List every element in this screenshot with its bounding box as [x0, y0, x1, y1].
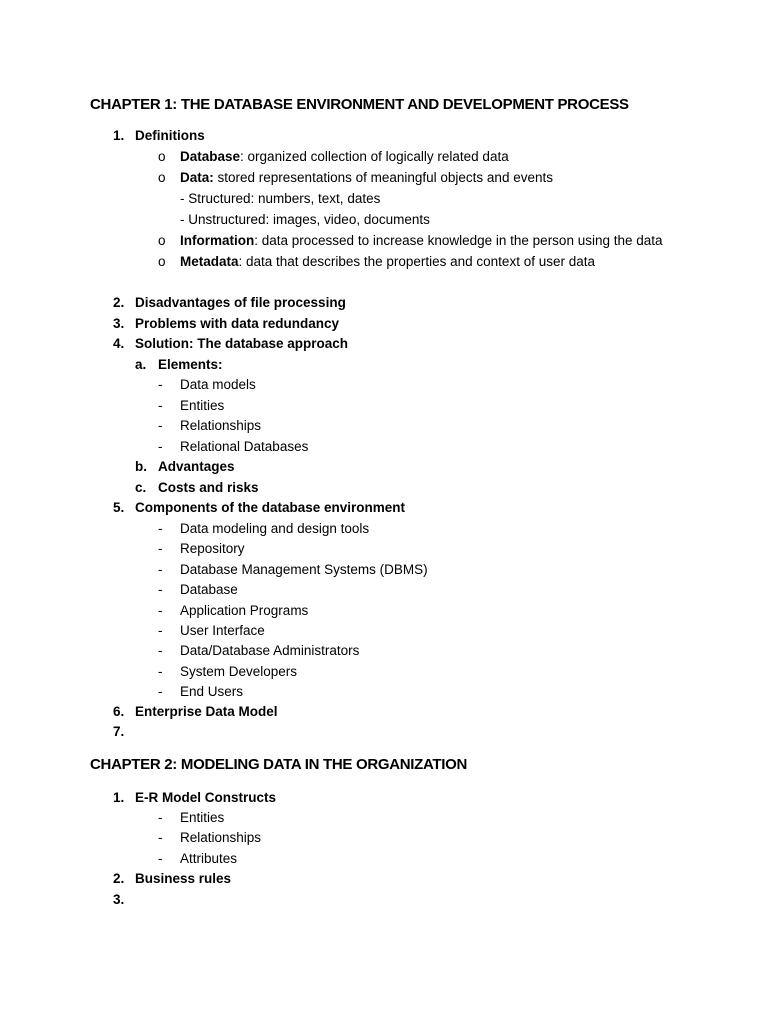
list-item: Entities — [180, 398, 225, 413]
definitions-heading: Definitions — [135, 128, 205, 143]
bullet-o: o — [158, 170, 166, 185]
list-item-heading: Business rules — [135, 871, 232, 886]
list-number: 3. — [113, 892, 125, 907]
list-number: 4. — [113, 336, 125, 351]
dash-bullet: - — [158, 541, 163, 556]
dash-bullet: - — [158, 562, 163, 577]
description: : data that describes the properties and context of user data — [238, 254, 595, 269]
list-item-heading: Components of the database environment — [135, 500, 406, 515]
list-number: 5. — [113, 500, 125, 515]
list-number: 2. — [113, 871, 125, 886]
definition-information — [180, 232, 663, 250]
dash-bullet: - — [158, 582, 163, 597]
list-item: Relational Databases — [180, 439, 309, 454]
dash-bullet: - — [158, 521, 163, 536]
definition-metadata — [180, 253, 595, 271]
dash-bullet: - — [158, 643, 163, 658]
list-item-heading: Problems with data redundancy — [135, 316, 340, 331]
list-item: Database — [180, 582, 238, 597]
list-item: Data modeling and design tools — [180, 521, 370, 536]
chapter-2-title: CHAPTER 2: MODELING DATA IN THE ORGANIZATION — [90, 756, 468, 773]
dash-bullet: - — [158, 439, 163, 454]
sublist-heading: Advantages — [158, 459, 235, 474]
definition-data — [180, 169, 553, 187]
dash-bullet: - — [158, 810, 163, 825]
list-item-heading: E-R Model Constructs — [135, 790, 277, 805]
list-item: Database Management Systems (DBMS) — [180, 562, 428, 577]
sublist-heading: Elements: — [158, 357, 223, 372]
list-number: 1. — [113, 790, 125, 805]
term: Metadata — [180, 254, 239, 269]
list-item: Attributes — [180, 851, 238, 866]
list-item-heading: Enterprise Data Model — [135, 704, 278, 719]
list-number: 3. — [113, 316, 125, 331]
list-item: End Users — [180, 684, 244, 699]
list-number: 2. — [113, 295, 125, 310]
list-item: Data models — [180, 377, 256, 392]
term: Information — [180, 233, 255, 248]
dash-bullet: - — [158, 398, 163, 413]
dash-bullet: - — [158, 603, 163, 618]
list-item: User Interface — [180, 623, 265, 638]
sublist-letter: c. — [135, 480, 147, 495]
list-item: Relationships — [180, 830, 262, 845]
bullet-o: o — [158, 149, 166, 164]
list-number: 1. — [113, 128, 125, 143]
description: : organized collection of logically related data — [240, 149, 509, 164]
definition-database — [180, 148, 509, 166]
data-subitem: - Unstructured: images, video, documents — [180, 212, 430, 227]
description: stored representations of meaningful objects and events — [213, 170, 553, 185]
list-item: Application Programs — [180, 603, 309, 618]
dash-bullet: - — [158, 377, 163, 392]
list-number: 7. — [113, 724, 125, 739]
dash-bullet: - — [158, 664, 163, 679]
sublist-heading: Costs and risks — [158, 480, 259, 495]
list-number: 6. — [113, 704, 125, 719]
dash-bullet: - — [158, 418, 163, 433]
list-item: System Developers — [180, 664, 298, 679]
bullet-o: o — [158, 254, 166, 269]
chapter-1-title: CHAPTER 1: THE DATABASE ENVIRONMENT AND DEVELOPMENT PROCESS — [90, 96, 629, 113]
description: : data processed to increase knowledge in the person using the data — [254, 233, 663, 248]
sublist-letter: b. — [135, 459, 147, 474]
list-item: Relationships — [180, 418, 262, 433]
list-item: Repository — [180, 541, 245, 556]
list-item: Data/Database Administrators — [180, 643, 360, 658]
term: Data: — [180, 170, 214, 185]
dash-bullet: - — [158, 851, 163, 866]
dash-bullet: - — [158, 830, 163, 845]
list-item-heading: Disadvantages of file processing — [135, 295, 346, 310]
sublist-letter: a. — [135, 357, 147, 372]
dash-bullet: - — [158, 684, 163, 699]
data-subitem: - Structured: numbers, text, dates — [180, 191, 381, 206]
dash-bullet: - — [158, 623, 163, 638]
list-item: Entities — [180, 810, 225, 825]
list-item-heading: Solution: The database approach — [135, 336, 349, 351]
term: Database — [180, 149, 241, 164]
bullet-o: o — [158, 233, 166, 248]
